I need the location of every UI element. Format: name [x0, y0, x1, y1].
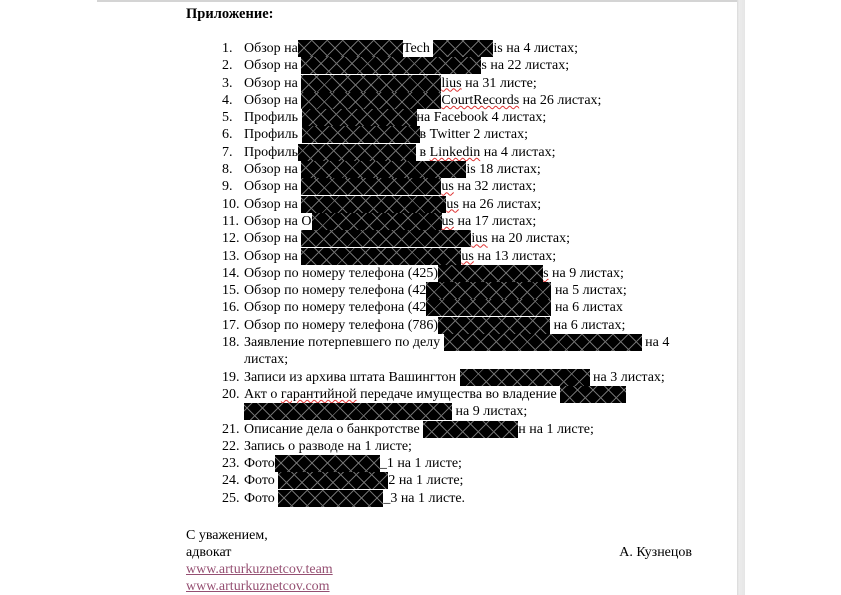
item-number: 17. [222, 317, 240, 333]
appendix-item [222, 109, 702, 126]
redaction-block [301, 230, 471, 247]
appendix-list [222, 40, 702, 507]
item-text: на 4 листах; [244, 335, 670, 368]
redaction-block [275, 455, 380, 472]
item-text: Обзор на [244, 248, 302, 264]
item-text: на 31 листе; [461, 75, 537, 91]
appendix-item [222, 490, 702, 507]
redaction-block [301, 57, 481, 74]
item-text: Tech [402, 41, 434, 56]
item-text: на 13 листах; [473, 248, 557, 264]
spellcheck-word: us [461, 248, 474, 264]
item-number: 16. [222, 300, 240, 316]
appendix-item [222, 196, 702, 213]
appendix-item [222, 126, 702, 143]
appendix-item [222, 369, 702, 386]
item-number: 11. [222, 213, 239, 229]
item-text: на 9 листах; [452, 404, 528, 420]
appendix-item [222, 40, 702, 57]
redaction-block [298, 144, 416, 161]
redaction-block [278, 490, 383, 507]
item-text: is на 4 листах; [493, 41, 579, 56]
item-text: Профиль [244, 110, 302, 126]
item-number: 2. [222, 58, 233, 74]
item-text: Фото [244, 473, 279, 489]
item-text: is 18 листах; [466, 162, 541, 178]
item-number: 8. [222, 162, 233, 178]
item-number: 1. [222, 41, 233, 56]
appendix-item [222, 455, 702, 472]
spellcheck-word: CourtRecords [441, 92, 520, 108]
appendix-item [222, 161, 702, 178]
appendix-item [222, 317, 702, 334]
item-text: Фото [244, 456, 275, 472]
item-number: 12. [222, 231, 240, 247]
spellcheck-word: Linkedin [429, 144, 481, 160]
appendix-item [222, 386, 702, 421]
website-link-team[interactable]: www.arturkuznetcov.team [186, 562, 333, 577]
item-text: н на 1 листе; [518, 421, 594, 437]
redaction-block [302, 126, 420, 143]
spellcheck-word: us [441, 213, 454, 229]
item-number: 6. [222, 127, 233, 143]
item-text: Обзор по номеру телефона (42 [244, 283, 427, 299]
signer-title: адвокат [186, 545, 232, 560]
appendix-item [222, 282, 702, 299]
appendix-heading: Приложение: [186, 6, 274, 22]
appendix-item [222, 57, 702, 74]
redaction-block [301, 178, 441, 195]
item-text: на 26 листах; [519, 92, 602, 108]
redaction-block [301, 75, 441, 92]
redaction-block [278, 472, 388, 489]
item-text: Обзор на [244, 41, 298, 56]
item-text: _1 на 1 листе; [379, 456, 462, 472]
item-text: на 4 листах; [480, 144, 556, 160]
appendix-item [222, 299, 702, 316]
item-number: 25. [222, 490, 240, 506]
redaction-block [301, 196, 446, 213]
spellcheck-word: ius [471, 231, 488, 247]
item-text: s на 22 листах; [481, 58, 570, 74]
item-text: Профиль [244, 127, 302, 143]
item-text: Обзор на [244, 92, 302, 108]
item-number: 13. [222, 248, 240, 264]
item-number: 24. [222, 473, 240, 489]
item-text: в Twitter 2 листах; [419, 127, 528, 143]
item-text: Описание дела о банкротстве [244, 421, 424, 437]
item-text: на 6 листах [551, 300, 623, 316]
redaction-block [460, 369, 590, 386]
item-number: 23. [222, 456, 240, 472]
item-text: в [416, 144, 430, 160]
item-text: Профиль [244, 144, 299, 160]
item-text: Обзор на [244, 231, 302, 247]
appendix-item [222, 421, 702, 438]
item-number: 15. [222, 283, 240, 299]
item-text: Обзор на [244, 75, 302, 91]
item-text: Обзор на [244, 162, 302, 178]
appendix-item [222, 75, 702, 92]
item-text: на 32 листах; [453, 179, 537, 195]
appendix-item [222, 438, 702, 455]
item-text: Обзор на [244, 58, 302, 74]
item-text: Обзор на [244, 196, 302, 212]
redaction-block [433, 40, 493, 57]
appendix-item [222, 144, 702, 161]
appendix-item [222, 248, 702, 265]
redaction-block [298, 40, 403, 57]
appendix-item [222, 213, 702, 230]
item-text: Обзор по номеру телефона (425) [244, 265, 439, 281]
signer-name: А. Кузнецов [619, 545, 692, 560]
item-text: передаче имущества во владение [356, 386, 561, 402]
item-number: 22. [222, 438, 240, 454]
redaction-block [560, 386, 626, 403]
item-number: 21. [222, 421, 240, 437]
item-number: 3. [222, 75, 233, 91]
item-number: 5. [222, 110, 233, 126]
closing-regards: С уважением, [186, 528, 268, 543]
item-number: 10. [222, 196, 240, 212]
redaction-block [444, 334, 642, 351]
item-text: Обзор на О [244, 213, 312, 229]
redaction-block [244, 403, 452, 420]
item-number: 18. [222, 335, 240, 351]
redaction-block [423, 421, 518, 438]
appendix-item [222, 472, 702, 489]
redaction-block [301, 161, 466, 178]
spellcheck-word: lius [441, 75, 462, 91]
spellcheck-word: us [441, 179, 454, 195]
redaction-block [438, 265, 543, 282]
appendix-item [222, 178, 702, 195]
signature-block [186, 527, 696, 595]
appendix-item [222, 265, 702, 282]
item-number: 7. [222, 144, 233, 160]
website-link-com[interactable]: www.arturkuznetcov.com [186, 579, 330, 594]
item-text: на 9 листах; [548, 265, 624, 281]
redaction-block [312, 213, 442, 230]
item-number: 20. [222, 386, 240, 402]
redaction-block [301, 92, 441, 109]
redaction-block [302, 109, 417, 126]
item-text: Заявление потерпевшего по делу [244, 335, 444, 351]
item-text: 2 на 1 листе; [388, 473, 464, 489]
item-text: Фото [244, 490, 279, 506]
item-text: на 6 листах; [550, 317, 626, 333]
item-text: на 3 листах; [589, 369, 665, 385]
item-number: 4. [222, 92, 233, 108]
item-text: Обзор по номеру телефона (786) [244, 317, 439, 333]
item-text: Акт о [244, 386, 281, 402]
spellcheck-word: гарантийной [280, 386, 357, 402]
appendix-item [222, 334, 702, 369]
item-text: на Facebook 4 листах; [416, 110, 547, 126]
redaction-block [438, 317, 550, 334]
item-number: 9. [222, 179, 233, 195]
redaction-block [426, 299, 551, 316]
item-text: на 20 листах; [487, 231, 571, 247]
item-number: 14. [222, 265, 240, 281]
appendix-item [222, 230, 702, 247]
spellcheck-word: s [543, 265, 549, 281]
item-text: Обзор на [244, 179, 302, 195]
item-text: на 17 листах; [453, 213, 537, 229]
item-text: на 5 листах; [551, 283, 627, 299]
item-text: Запись о разводе на 1 листе; [244, 438, 412, 454]
item-text: Обзор по номеру телефона (42 [244, 300, 427, 316]
redaction-block [426, 282, 551, 299]
item-number: 19. [222, 369, 240, 385]
item-text: _3 на 1 листе. [383, 490, 466, 506]
appendix-item [222, 92, 702, 109]
item-text: на 26 листах; [458, 196, 542, 212]
item-text: Записи из архива штата Вашингтон [244, 369, 460, 385]
spellcheck-word: us [446, 196, 459, 212]
redaction-block [301, 248, 461, 265]
